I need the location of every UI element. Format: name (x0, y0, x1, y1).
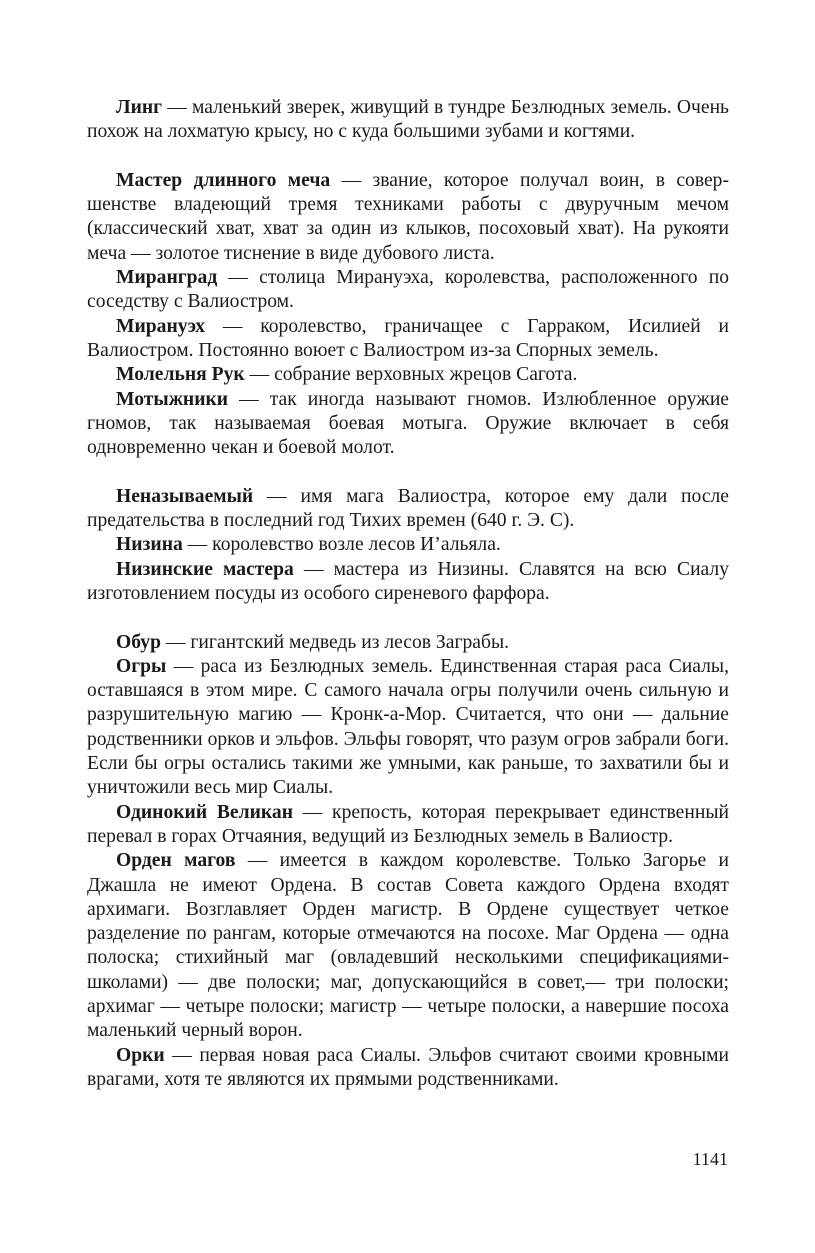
glossary-entry (87, 169, 729, 266)
glossary-term: Миранград (116, 267, 218, 289)
glossary-definition: — столица Мирануэха, королевства, расположенного по соседству с Валиостром. (87, 267, 729, 313)
glossary-entry (87, 655, 729, 801)
glossary-entry (87, 388, 729, 461)
glossary-definition: — собрание верховных жрецов Сагота. (244, 364, 578, 386)
glossary-definition: — маленький зверек, живущий в тундре Безлюдных земель. Очень похож на лохматую крысу, но с куда большими зубами и когтями. (87, 97, 729, 143)
glossary-term: Орден магов (116, 850, 236, 872)
glossary-entry (87, 801, 729, 850)
glossary-term: Орки (116, 1044, 165, 1066)
glossary-definition: — мастера из Низины. Славятся на всю Сиалу изготовлением посуды из особого сиреневого фарфора. (87, 558, 730, 604)
glossary-term: Одинокий Великан (116, 801, 293, 823)
glossary-entry (87, 266, 729, 315)
glossary-entry (87, 849, 729, 1043)
glossary-definition: — имя мага Валиостра, которое ему дали после предательства в последний год Тихих времен (640 г. Э. С). (87, 485, 729, 532)
glossary-entry (87, 533, 729, 557)
glossary-entry (87, 315, 729, 364)
glossary-definition: — крепость, которая перекрывает единственный перевал в горах Отчаяния, ведущий из Безлюдных земель в Валиостр. (87, 801, 729, 847)
glossary-term: Низина (116, 534, 183, 556)
glossary-term: Огры (116, 655, 167, 677)
glossary-term: Линг (116, 97, 163, 118)
glossary-entry (87, 96, 729, 145)
glossary-definition: — так иногда называют гномов. Излюбленное оружие гномов, так называемая боевая мотыга. Оружие включает в себя одновременно чекан и боевой молот. (87, 388, 729, 459)
glossary-entry (87, 485, 729, 534)
glossary-entry (87, 631, 729, 655)
glossary-term: Неназываемый (116, 485, 254, 507)
glossary-term: Низинские мастера (116, 558, 294, 580)
glossary-entry (87, 363, 729, 387)
glossary-definition: — имеется в каждом королевстве. Только Загорье и Джашла не имеют Ордена. В состав Совета каждого Ордена входят архимаги. Возглавляет Орден магистр. В Ордене существует четкое разделение по рангам, которые отмечаются на посохе. Маг Ордена — одна полоска; стихийный маг (овладевший несколькими спецификациями-школами) — две полоски; маг, допускающийся в совет,— три полоски; архимаг — четыре полоски; магистр — четыре полоски, а навершие посоха маленький черный ворон. (87, 850, 730, 1042)
glossary-definition: — гигантский медведь из лесов Заграбы. (161, 631, 510, 653)
glossary-definition: — первая новая раса Сиалы. Эльфов считают своими кровными врагами, хотя те являются их прямыми родственниками. (87, 1044, 729, 1090)
glossary-definition: — королевство, граничащее с Гарраком, Исилией и Валиостром. Постоянно воюет с Валиостром из-за Спорных земель. (87, 315, 729, 361)
glossary-definition: — звание, которое получал воин, в совершенстве владеющий тремя техниками работы с двуручным мечом (классический хват, хват за один из клыков, посоховый хват). На рукояти меча — золотое тиснение в виде дубового листа. (87, 169, 729, 264)
glossary-term: Мирануэх (116, 315, 206, 337)
glossary-page (87, 96, 729, 1092)
glossary-definition: — раса из Безлюдных земель. Единственная старая раса Сиалы, оставшаяся в этом мире. С самого начала огры получили очень сильную и разрушительную магию — Кронк-а-Мор. Считается, что они — дальние родственники орков и эльфов. Эльфы говорят, что разум огров забрали боги. Если бы огры остались такими же умными, как раньше, то захватили бы и уничтожили весь мир Сиалы. (87, 655, 729, 799)
glossary-term: Обур (116, 631, 161, 653)
glossary-entry (87, 558, 729, 607)
glossary-definition: — королевство возле лесов И’альяла. (182, 534, 501, 556)
glossary-term: Молельня Рук (116, 364, 245, 386)
glossary-term: Мастер длинного меча (116, 169, 331, 191)
glossary-entry (87, 1044, 729, 1093)
page-number: 1141 (692, 1149, 728, 1169)
glossary-term: Мотыжники (116, 388, 229, 410)
